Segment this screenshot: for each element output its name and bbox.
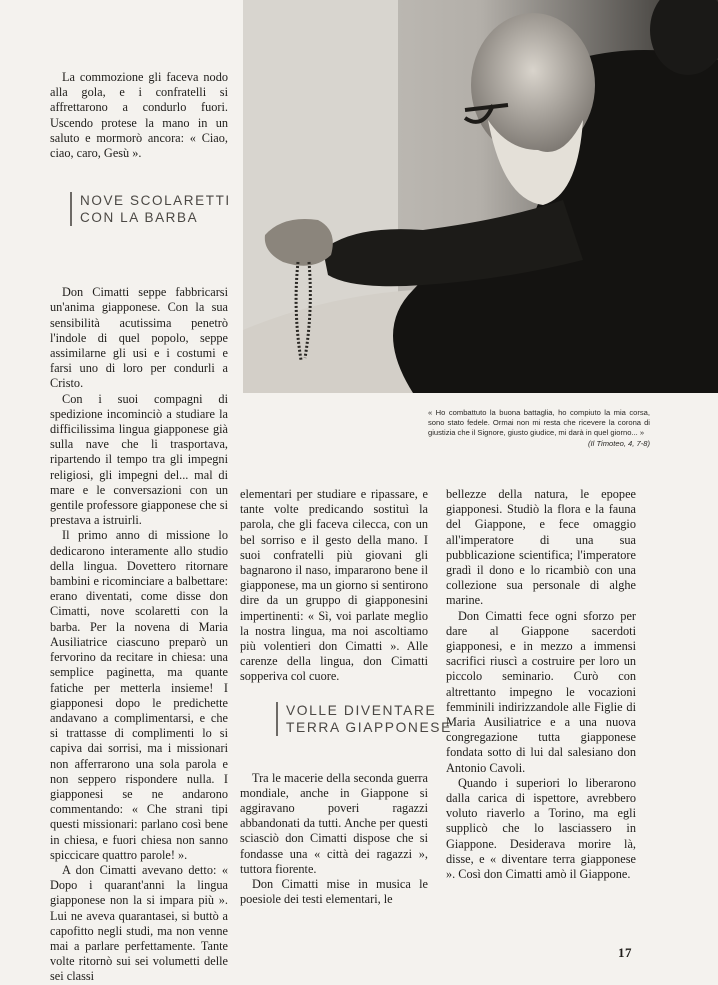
body-paragraph: A don Cimatti avevano detto: « Dopo i quarant'anni la lingua giapponese non la si impara più ». Lui ne aveva quarantasei, si buttò a capofitto negli studi, ma non venne mai a parlare perfettamente. Tante volte ritornò sui sei volumetti delle sei classi	[50, 862, 228, 984]
photo-caption	[428, 408, 650, 449]
text-column-right	[446, 487, 636, 882]
body-paragraph: bellezze della natura, le epopee giapponesi. Studiò la flora e la fauna del Giappone, e fece omaggio all'imperatore di una sua pubblicazione scientifica; l'imperatore gradì il dono e lo ricambiò con una collezione sua personale di alghe marine.	[446, 487, 636, 608]
caption-text: « Ho combattuto la buona battaglia, ho compiuto la mia corsa, sono stato fedele. Ormai non mi resta che ricevere la corona di giustizia che il Signore, giusto giudice, mi darà in quel giorno... »	[428, 408, 650, 438]
portrait-photo	[243, 0, 718, 393]
body-paragraph: Il primo anno di missione lo dedicarono interamente allo studio della lingua. Dovettero ritornare bambini e ricominciare a balbettare: erano diventati, come disse don Cimatti, nove scolaretti con la barba. Per la novena di Maria Ausiliatrice ciascuno preparò un fervorino da recitare in chiesa: una semplice paginetta, ma quante fatiche per metterla insieme! I giapponesi dopo le predichette andavano a complimentarsi, e che si trattasse di complimenti lo si capiva dai sorrisi, ma i missionari non afferrarono una sola parola e non seppero rispondere nulla. I giapponesi se ne andarono commentando: « Che strani tipi questi missionari: parlano così bene in chiesa, e fuori chiesa non sanno spiccicare quattro parole! ».	[50, 528, 228, 862]
body-paragraph: Tra le macerie della seconda guerra mondiale, anche in Giappone si aggiravano poveri ragazzi abbandonati da tutti. Anche per questi sciasciò don Cimatti dispose che si fondasse una « città dei ragazzi », tuttora fiorente.	[240, 770, 428, 876]
text-column-middle	[240, 487, 428, 907]
intro-paragraph: La commozione gli faceva nodo alla gola, e i confratelli si affrettarono a condurlo fuori. Uscendo protese la mano in un saluto e mormorò ancora: « Ciao, ciao, caro, Gesù ».	[50, 70, 228, 161]
section-heading: VOLLE DIVENTARE TERRA GIAPPONESE	[276, 702, 456, 736]
body-paragraph: Don Cimatti seppe fabbricarsi un'anima giapponese. Con la sua sensibilità acutissima penetrò l'indole di quel popolo, seppe assimilarne gli usi e i costumi e farsi uno di loro per condurli a Cristo.	[50, 285, 228, 391]
body-paragraph: Con i suoi compagni di spedizione incominciò a studiare la difficilissima lingua giapponese già sulla nave che li trasportava, ripartendo il tempo tra gli impegni religiosi, gli impegni del... mal di mare e le conversazioni con un gentile professore giapponese che si prestava a istruirli.	[50, 391, 228, 528]
body-paragraph: Don Cimatti fece ogni sforzo per dare al Giappone sacerdoti giapponesi, e in mezzo a immensi sacrifici riuscì a costruire per loro un piccolo seminario. Curò con altrettanto impegno le vocazioni femminili indirizzandole alle Figlie di Maria Ausiliatrice e a una nuova congregazione tutta giapponese fondata sotto di lui dal salesiano don Antonio Cavoli.	[446, 608, 636, 775]
body-paragraph: Quando i superiori lo liberarono dalla carica di ispettore, avrebbero voluto riaverlo a Torino, ma egli supplicò che lo lasciassero in Giappone. Desiderava morire là, disse, e « diventare terra giapponese ». Così don Cimatti amò il Giappone.	[446, 775, 636, 882]
body-paragraph: elementari per studiare e ripassare, e tante volte predicando sostituì la parola, che gli faceva cilecca, con un bel sorriso e il gesto della mano. I suoi confratelli più giovani gli bagnarono il naso, impararono bene il giapponese, ma un giorno si sentirono dire da un gruppo di giapponesini impertinenti: « Sì, voi parlate meglio la nostra lingua, ma noi ascoltiamo più volentieri don Cimatti ». Alle carenze della lingua, don Cimatti sopperiva col cuore.	[240, 487, 428, 684]
section-heading: NOVE SCOLARETTI CON LA BARBA	[70, 192, 250, 226]
body-paragraph: Don Cimatti mise in musica le poesiole dei testi elementari, le	[240, 877, 428, 907]
caption-reference: (Il Timoteo, 4, 7-8)	[588, 438, 650, 448]
page-number: 17	[618, 945, 632, 960]
